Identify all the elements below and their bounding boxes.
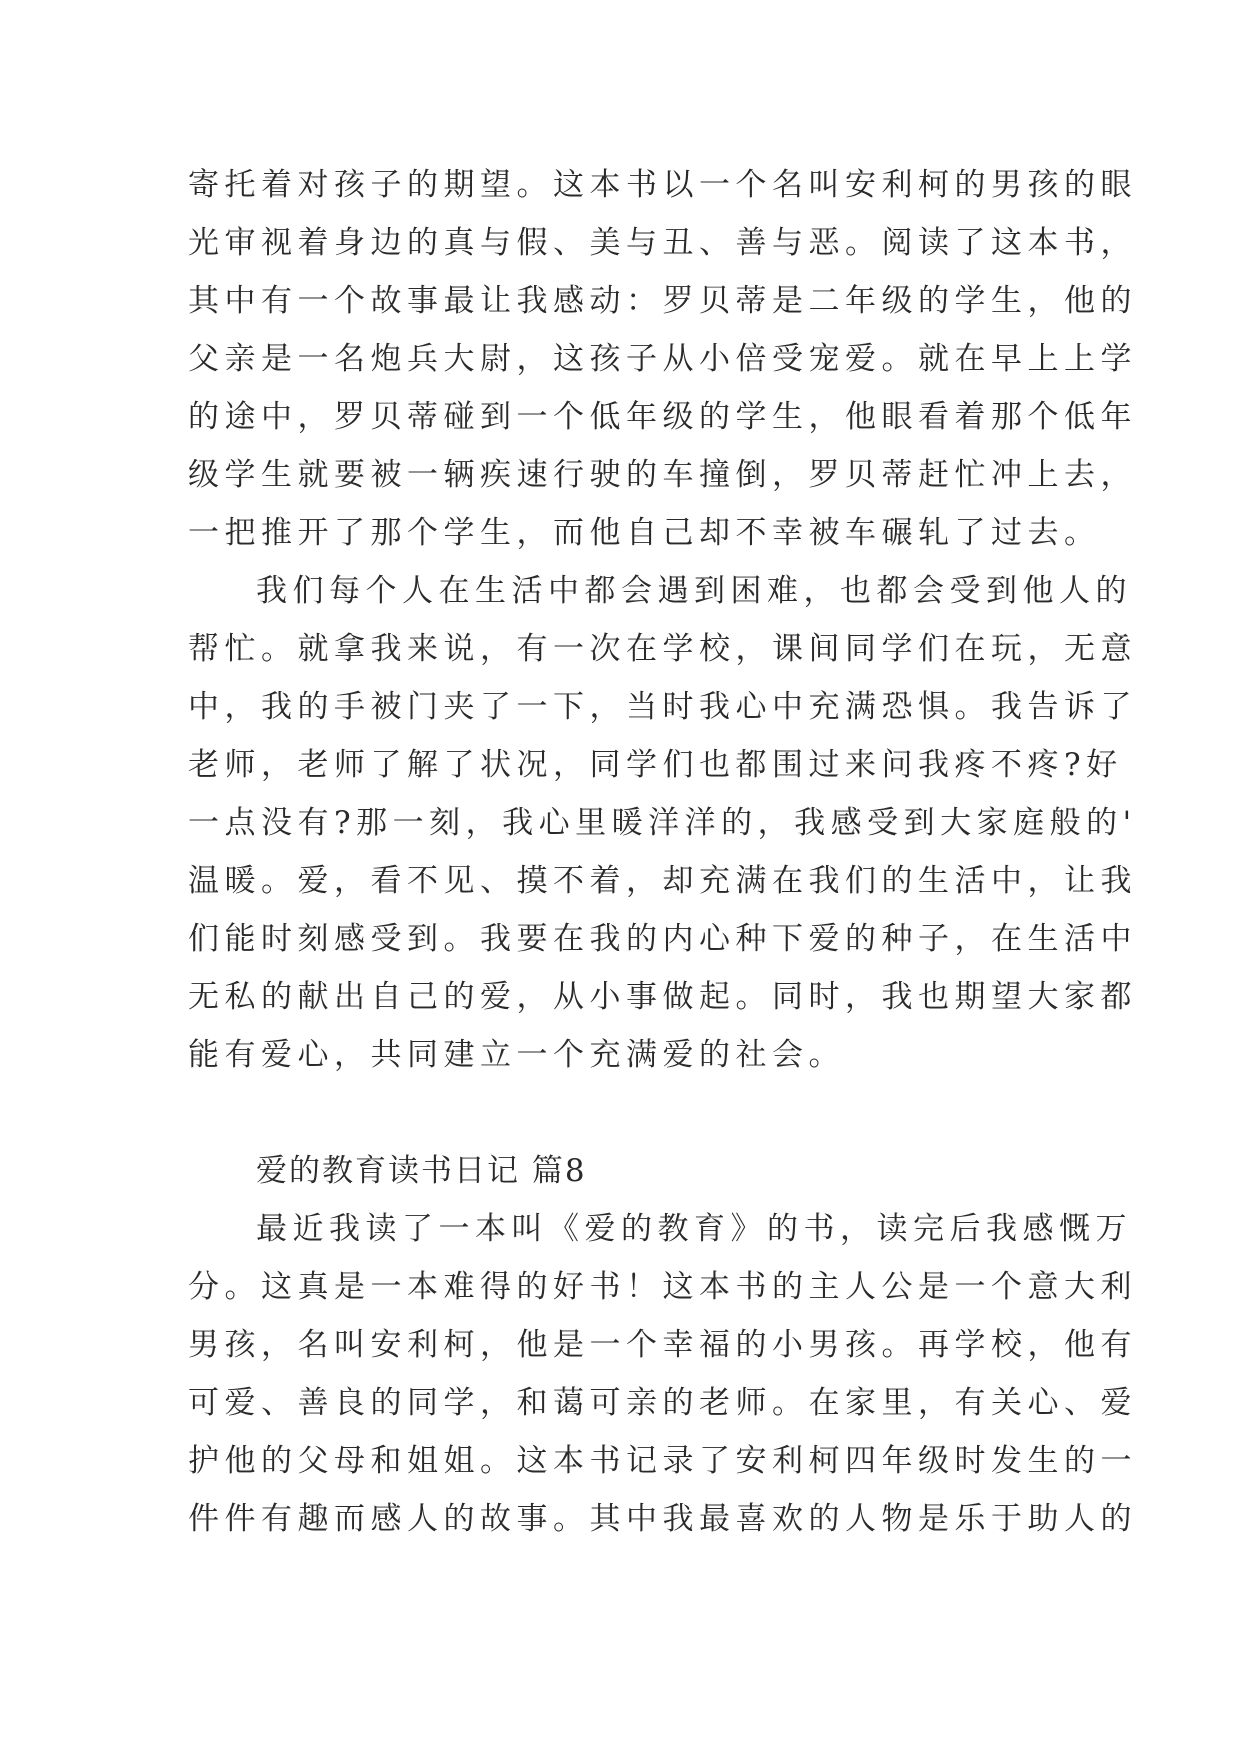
text-line: 可爱、善良的同学，和蔼可亲的老师。在家里，有关心、爱 — [188, 1385, 1137, 1421]
text-line: 其中有一个故事最让我感动：罗贝蒂是二年级的学生，他的 — [188, 283, 1137, 319]
paragraph-3 — [188, 1200, 1137, 1548]
text-line: 中，我的手被门夹了一下，当时我心中充满恐惧。我告诉了 — [188, 689, 1137, 725]
text-line: 一点没有?那一刻，我心里暖洋洋的，我感受到大家庭般的' — [188, 805, 1137, 841]
text-line: 父亲是一名炮兵大尉，这孩子从小倍受宠爱。就在早上上学 — [188, 341, 1137, 377]
text-line: 光审视着身边的真与假、美与丑、善与恶。阅读了这本书， — [188, 225, 1137, 261]
text-line: 寄托着对孩子的期望。这本书以一个名叫安利柯的男孩的眼 — [188, 167, 1137, 203]
text-line: 级学生就要被一辆疾速行驶的车撞倒，罗贝蒂赶忙冲上去， — [188, 457, 1137, 493]
text-line: 护他的父母和姐姐。这本书记录了安利柯四年级时发生的一 — [188, 1443, 1137, 1479]
text-line: 男孩，名叫安利柯，他是一个幸福的小男孩。再学校，他有 — [188, 1327, 1137, 1363]
text-line: 能有爱心，共同建立一个充满爱的社会。 — [188, 1037, 845, 1073]
section-spacer — [188, 1084, 1058, 1142]
text-line: 温暖。爱，看不见、摸不着，却充满在我们的生活中，让我 — [188, 863, 1137, 899]
text-line: 最近我读了一本叫《爱的教育》的书，读完后我感慨万 — [256, 1211, 1132, 1247]
text-line: 分。这真是一本难得的好书！这本书的主人公是一个意大利 — [188, 1269, 1137, 1305]
section-heading: 爱的教育读书日记 篇8 — [256, 1153, 587, 1189]
paragraph-1 — [188, 156, 1137, 562]
text-line: 们能时刻感受到。我要在我的内心种下爱的种子，在生活中 — [188, 921, 1137, 957]
paragraph-2 — [188, 562, 1137, 1084]
text-line: 帮忙。就拿我来说，有一次在学校，课间同学们在玩，无意 — [188, 631, 1137, 667]
text-line: 一把推开了那个学生，而他自己却不幸被车碾轧了过去。 — [188, 515, 1101, 551]
text-line: 无私的献出自己的爱，从小事做起。同时，我也期望大家都 — [188, 979, 1137, 1015]
document-body — [188, 156, 1137, 1548]
text-line: 老师，老师了解了状况，同学们也都围过来问我疼不疼?好 — [188, 747, 1123, 783]
text-line: 件件有趣而感人的故事。其中我最喜欢的人物是乐于助人的 — [188, 1501, 1137, 1537]
text-line: 我们每个人在生活中都会遇到困难，也都会受到他人的 — [256, 573, 1132, 609]
text-line: 的途中，罗贝蒂碰到一个低年级的学生，他眼看着那个低年 — [188, 399, 1137, 435]
